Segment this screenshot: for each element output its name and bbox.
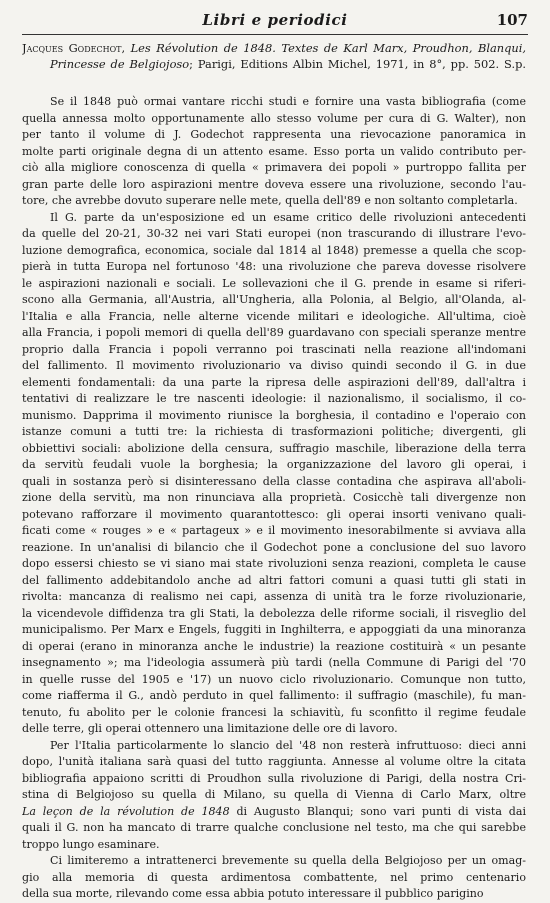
citation-author: Jacques Godechot (22, 41, 122, 55)
text-line: municipalismo. Per Marx e Engels, fuggiti in Inghilterra, e appoggiati da una minoranza (22, 623, 526, 636)
text-line: per tanto il volume di J. Godechot rappresenta una rievocazione panoramica in (22, 128, 526, 141)
text-line: l'Italia e alla Francia, nelle alterne vicende militari e ideologiche. All'ultima, cioè (22, 309, 526, 323)
text-line: pierà in tutta Europa nel fortunoso '48: una rivoluzione che pareva dovesse risolvere (22, 260, 526, 273)
text-line: da quelle del 20-21, 30-32 nei vari Stati europei (non trascurando di illustrare l'evo- (22, 227, 526, 240)
text-line: dopo essersi chiesto se vi siano mai state rivoluzioni senza reazioni, completa le cause (22, 557, 526, 570)
text-line: La leçon de la révolution de 1848 di Augusto Blanqui; sono vari punti di vista dai (22, 804, 526, 818)
text-line: molte parti originale degna di un attento esame. Esso porta un valido contributo per- (22, 144, 526, 158)
text-line: reazione. In un'analisi di bilancio che il Godechot pone a conclusione del suo lavoro (22, 540, 526, 554)
text-line: come riafferma il G., andò perduto in quel fallimento: il suffragio (maschile), fu man- (22, 689, 526, 702)
text-line: del fallimento addebitandolo anche ad altri fattori comuni a quasi tutti gli stati in (22, 573, 526, 587)
citation-publisher: ; Parigi, Editions Albin Michel, 1971, in 8°, pp. 502. S.p. (189, 57, 526, 72)
paragraph (22, 210, 526, 738)
citation-line-1: Jacques Godechot, Les Révolution de 1848. Textes de Karl Marx, Proudhon, Blanqui, (22, 41, 526, 55)
text-line: Il G. parte da un'esposizione ed un esame critico delle rivoluzioni antecedenti (50, 210, 526, 224)
article-body (22, 94, 526, 903)
book-title-blanqui: La leçon de la révolution de 1848 (22, 804, 230, 818)
paragraph (22, 738, 526, 854)
text-line: ciò alla migliore conoscenza di quella « primavera dei popoli » purtroppo fallita per (22, 161, 526, 174)
text-line: obbiettivi sociali: abolizione della censura, suffragio maschile, liberazione della terra (22, 441, 526, 455)
text-line: bibliografia appaiono scritti di Proudhon sulla rivoluzione di Parigi, della nostra Cri- (22, 771, 526, 785)
text-line: istanze comuni a tutti tre: la richiesta di trasformazioni politiche; divergenti, gli (22, 425, 526, 438)
text-line: gran parte delle loro aspirazioni mentre doveva essere una rivoluzione, secondo l'au- (22, 177, 526, 191)
text-line: dopo, l'unità italiana sarà quasi del tutto raggiunta. Annesse al volume oltre la citata (22, 755, 526, 768)
citation-title-cont: Princesse de Belgiojoso (50, 57, 190, 72)
text-line: munismo. Dapprima il movimento riunisce la borghesia, il contadino e l'operaio con (22, 408, 526, 422)
text-line: rivolta: mancanza di realismo nei capi, assenza di unità tra le forze rivoluzionarie, (22, 590, 526, 603)
text-line: luzione demografica, economica, sociale dal 1814 al 1848) premesse a quella che scop- (22, 243, 526, 257)
page-number: 107 (496, 11, 528, 29)
text-line: stina di Belgiojoso su quella di Milano, su quella di Vienna di Carlo Marx, oltre (22, 788, 526, 801)
book-citation (22, 40, 526, 73)
text-line: del fallimento. Il movimento rivoluzionario va diviso quindi secondo il G. in due (22, 359, 526, 372)
text-line: alla Francia, i popoli memori di quella dell'89 guardavano con speciali speranze mentre (22, 326, 526, 339)
text-line: tentativi di realizzare le tre nascenti ideologie: il nazionalismo, il socialismo, il co- (22, 392, 526, 405)
text-line: troppo lungo esaminare. (22, 837, 160, 851)
citation-title: Les Révolution de 1848. Textes de Karl Marx, Proudhon, Blanqui, (130, 41, 526, 55)
paragraph (22, 94, 526, 210)
text-line: gio alla memoria di questa ardimentosa combattente, nel primo centenario (22, 870, 526, 884)
text-line: Se il 1848 può ormai vantare ricchi studi e fornire una vasta bibliografia (come (50, 95, 526, 108)
text-line: Per l'Italia particolarmente lo slancio del '48 non resterà infruttuoso: dieci anni (50, 738, 526, 752)
text-line: quella annessa molto opportunamente allo stesso volume per cura di G. Walter), non (22, 111, 526, 125)
text-line: quali il G. non ha mancato di trarre qualche conclusione nel testo, ma che qui sarebbe (22, 821, 526, 834)
text-line: da servitù feudali vuole la borghesia; la organizzazione del lavoro gli operai, i (22, 458, 526, 471)
text-line: della sua morte, rilevando come essa abbia potuto interessare il pubblico parigino (22, 887, 484, 900)
running-title: Libri e periodici (202, 11, 348, 29)
page-header (22, 8, 528, 35)
text-line: tenuto, fu abolito per le colonie francesi la schiavitù, fu sconfitto il regime feudale (22, 705, 526, 719)
text-line: tore, che avrebbe dovuto superare nelle mete, quella dell'89 e non soltanto completarla. (22, 194, 518, 207)
text-line: elementi fondamentali: da una parte la ripresa delle aspirazioni dell'89, dall'altra i (22, 375, 526, 389)
text-line: zione della servitù, ma non rinunciava alla proprietà. Cosicchè tali divergenze non (22, 491, 526, 504)
text-line: potevano rafforzare il movimento quarantottesco: gli operai insorti venivano quali- (22, 507, 526, 521)
text-line: scono alla Germania, all'Austria, all'Ungheria, alla Polonia, al Belgio, all'Olanda, al- (22, 293, 526, 306)
text-line: le aspirazioni nazionali e sociali. Le sollevazioni che il G. prende in esame si riferi- (22, 276, 526, 290)
citation-line-2 (22, 56, 526, 72)
paragraph (22, 853, 526, 903)
text-line: insegnamento »; ma l'ideologia assumerà più tardi (nella Commune di Parigi del '70 (22, 656, 526, 669)
text-line: delle terre, gli operai ottennero una limitazione delle ore di lavoro. (22, 722, 398, 735)
text-line: Ci limiteremo a intrattenerci brevemente su quella della Belgiojoso per un omag- (50, 854, 526, 867)
text-line: la vicendevole diffidenza tra gli Stati, la debolezza delle riforme sociali, il risveglio del (22, 606, 526, 620)
text-line: di operai (erano in minoranza anche le industrie) la reazione costituirà « un pesante (22, 639, 526, 653)
text-line: proprio dalla Francia i popoli verranno poi trascinati nella reazione all'indomani (22, 342, 526, 356)
text-line: ficati come « rouges » e « partageux » e il movimento inesorabilmente si avviava alla (22, 524, 526, 537)
text-line: quali in sostanza però si disinteressano della classe contadina che aspirava all'aboli- (22, 474, 526, 488)
text-line: in quelle russe del 1905 e '17) un nuovo ciclo rivoluzionario. Comunque non tutto, (22, 672, 526, 686)
